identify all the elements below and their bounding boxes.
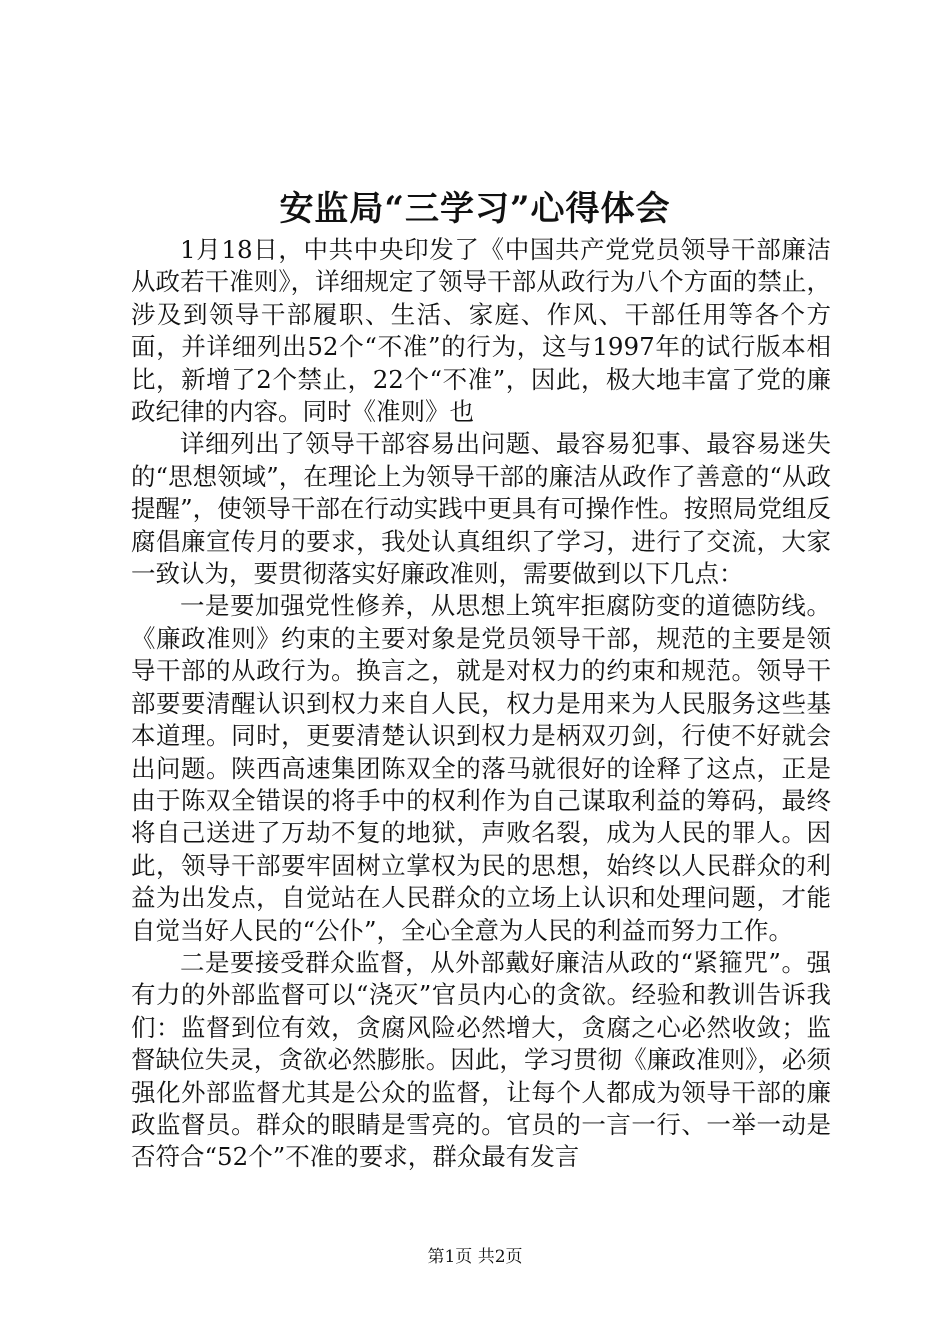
- page-footer: 第1页 共2页: [427, 1247, 523, 1267]
- paragraph-3: 一是要加强党性修养，从思想上筑牢拒腐防变的道德防线。《廉政准则》约束的主要对象是党员领导干部，规范的主要是领导干部的从政行为。换言之，就是对权力的约束和规范。领导干部要要清醒认识到权力来自人民，权力是用来为人民服务这些基本道理。同时，更要清楚认识到权力是柄双刃剑，行使不好就会出问题。陕西高速集团陈双全的落马就很好的诠释了这点，正是由于陈双全错误的将手中的权利作为自己谋取利益的筹码，最终将自己送进了万劫不复的地狱，声败名裂，成为人民的罪人。因此，领导干部要牢固树立掌权为民的思想，始终以人民群众的利益为出发点，自觉站在人民群众的立场上认识和处理问题，才能自觉当好人民的“公仆”，全心全意为人民的利益而努力工作。: [131, 591, 831, 945]
- document-body: [131, 234, 831, 1174]
- paragraph-4: 二是要接受群众监督，从外部戴好廉洁从政的“紧箍咒”。强有力的外部监督可以“浇灭”官员内心的贪欲。经验和教训告诉我们：监督到位有效，贪腐风险必然增大，贪腐之心必然收敛；监督缺位失灵，贪欲必然膨胀。因此，学习贯彻《廉政准则》，必须强化外部监督尤其是公众的监督，让每个人都成为领导干部的廉政监督员。群众的眼睛是雪亮的。官员的一言一行、一举一动是否符合“52个”不准的要求，群众最有发言: [131, 947, 831, 1172]
- paragraph-1: 1月18日，中共中央印发了《中国共产党党员领导干部廉洁从政若干准则》，详细规定了领导干部从政行为八个方面的禁止，涉及到领导干部履职、生活、家庭、作风、干部任用等各个方面，并详细列出52个“不准”的行为，这与1997年的试行版本相比，新增了2个禁止，22个“不准”，因此，极大地丰富了党的廉政纪律的内容。同时《准则》也: [131, 235, 831, 427]
- paragraph-2: 详细列出了领导干部容易出问题、最容易犯事、最容易迷失的“思想领域”，在理论上为领导干部的廉洁从政作了善意的“从政提醒”，使领导干部在行动实践中更具有可操作性。按照局党组反腐倡廉宣传月的要求，我处认真组织了学习，进行了交流，大家一致认为，要贯彻落实好廉政准则，需要做到以下几点：: [131, 429, 831, 589]
- page-title: 安监局“三学习”心得体会: [279, 189, 671, 229]
